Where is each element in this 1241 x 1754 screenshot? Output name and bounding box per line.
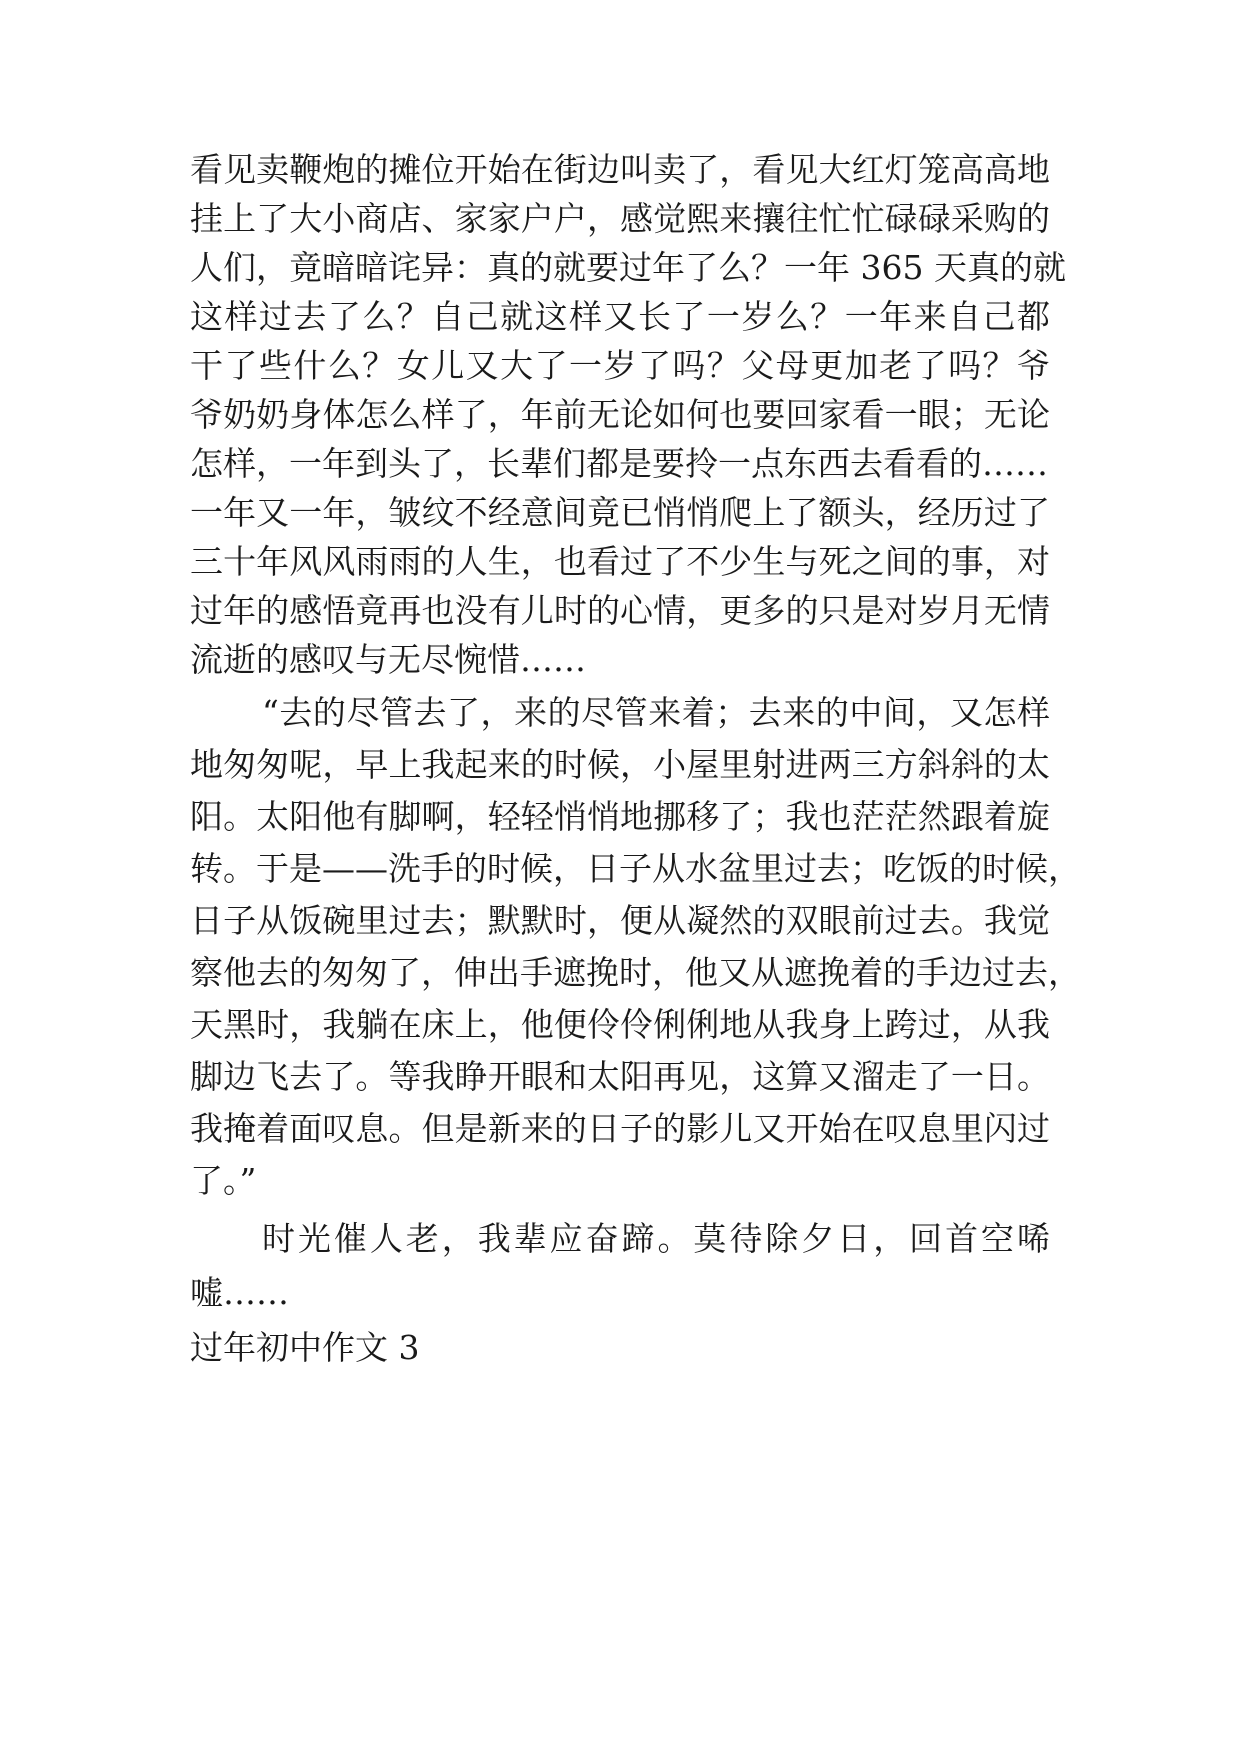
text-line: 流逝的感叹与无尽惋惜…… bbox=[190, 640, 586, 679]
text-line: 三十年风风雨雨的人生，也看过了不少生与死之间的事，对 bbox=[190, 542, 1050, 581]
text-line: 脚边飞去了。等我睁开眼和太阳再见，这算又溜走了一日。 bbox=[190, 1057, 1050, 1096]
text-line: 察他去的匆匆了，伸出手遮挽时，他又从遮挽着的手边过去， bbox=[190, 953, 1081, 992]
text-line: 地匆匆呢，早上我起来的时候，小屋里射进两三方斜斜的太 bbox=[190, 745, 1050, 784]
text-line: 一年又一年，皱纹不经意间竟已悄悄爬上了额头，经历过了 bbox=[190, 493, 1050, 532]
text-line: “去的尽管去了，来的尽管来着；去来的中间，又怎样 bbox=[262, 693, 1050, 732]
text-line: 这样过去了么？自己就这样又长了一岁么？一年来自己都 bbox=[190, 297, 1050, 336]
text-line: 时光催人老，我辈应奋蹄。莫待除夕日，回首空唏 bbox=[262, 1219, 1050, 1258]
text-line: 转。于是——洗手的时候，日子从水盆里过去；吃饭的时候， bbox=[190, 849, 1081, 888]
text-line: 了。” bbox=[190, 1161, 257, 1200]
text-line: 怎样，一年到头了，长辈们都是要拎一点东西去看看的…… bbox=[190, 444, 1048, 483]
text-line: 嘘…… bbox=[190, 1273, 289, 1312]
text-line: 天黑时，我躺在床上，他便伶伶俐俐地从我身上跨过，从我 bbox=[190, 1005, 1050, 1044]
section-heading: 过年初中作文 3 bbox=[190, 1328, 420, 1367]
text-line: 干了些什么？女儿又大了一岁了吗？父母更加老了吗？爷 bbox=[190, 346, 1050, 385]
text-line: 日子从饭碗里过去；默默时，便从凝然的双眼前过去。我觉 bbox=[190, 901, 1050, 940]
text-line: 爷奶奶身体怎么样了，年前无论如何也要回家看一眼；无论 bbox=[190, 395, 1050, 434]
text-line: 看见卖鞭炮的摊位开始在街边叫卖了，看见大红灯笼高高地 bbox=[190, 150, 1050, 189]
text-line: 我掩着面叹息。但是新来的日子的影儿又开始在叹息里闪过 bbox=[190, 1109, 1050, 1148]
text-line: 过年的感悟竟再也没有儿时的心情，更多的只是对岁月无情 bbox=[190, 591, 1050, 630]
text-line: 挂上了大小商店、家家户户，感觉熙来攘往忙忙碌碌采购的 bbox=[190, 199, 1050, 238]
text-line: 阳。太阳他有脚啊，轻轻悄悄地挪移了；我也茫茫然跟着旋 bbox=[190, 797, 1050, 836]
text-line: 人们，竟暗暗诧异：真的就要过年了么？一年 365 天真的就 bbox=[190, 248, 1066, 287]
